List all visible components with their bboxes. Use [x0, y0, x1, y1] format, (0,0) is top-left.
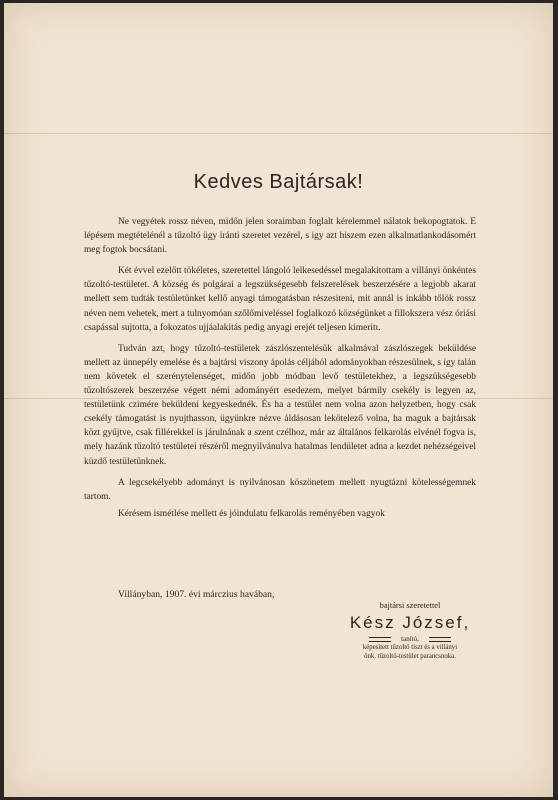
signature-title-line: képesitett tűzoltó tiszt és a villányi: [362, 644, 458, 651]
signature-name: Kész József,: [349, 613, 471, 632]
dateline: Villányban, 1907. évi márczius havában,: [118, 589, 275, 600]
signature-role-row: [324, 635, 496, 643]
letter-sheet: [4, 3, 553, 797]
signature-block: [324, 601, 496, 661]
paper-fold: [4, 133, 553, 134]
paragraph: Két évvel ezelőtt tökéletes, szeretettel lángoló lelkesedéssel megalakitottam a villányi önkéntes tűzoltó-testületet. A község és polgárai a legszükségesebb felszerelések beszerzésére a legjobb akarat mellett sem tudták testületünket kellő anyagi támogatásban részesiteni, mit annál is inkább tőlök rossz néven nem vehetek, mert a tulnyomóan szőlőmiveléssel foglalkozó községünket a fillokszera vész óriási csapással sujtotta, a fokozatos ujjáalakitás pedig anyagi erejét teljesen kimeritι.: [84, 266, 476, 333]
paragraph: Ne vegyétek rossz néven, midőn jelen soraimban foglalt kérelemmel nálatok bekopogtatok. E lépésem megtételénél a tűzoltó ügy iránti szeretet vezérel, s igy azt hiszem ezen alkalmatlankodásomért meg fogtok bocsátani.: [84, 217, 476, 256]
paragraph: Kérésem ismétlése mellett és jóindulatu felkarolás reményében vagyok: [118, 508, 385, 519]
double-rule-right: [429, 637, 451, 642]
signature-greeting: bajtársi szeretettel: [379, 601, 441, 610]
paragraph: A legcsekélyebb adományt is nyilvánosan köszönetem mellett nyugtázni kötelességemnek tartom.: [84, 477, 476, 502]
double-rule-left: [369, 637, 391, 642]
paragraph: Tudván azt, hogy tűzoltó-testületek zászlószentelésük alkalmával zászlószegek beküldése mellett az ünnepély emelése és a bajtársi viszony ápolás céljából adományokban részesülnek, s így talán nem követek el szerénytelenséget, midőn jobb módban levő testületekhez, a legszükségesebb tűzoltószerek beszerzése végett némi adományért esedezem, melyet bármily csekély is legyen az, testületünk czimére beküldeni kegyeskednék. És ha a testület nem volna azon helyzetben, hogy csak csekély támogatást is nyujthasson, ügyünkre nézve áldásosan lekötelező volna, ha maguk a bajtársak közt gyűjtve, csak fillérekkel is járulnának a szent czélhoz, már az általános felkarolás elvénél fogva is, mely hazánk tűzoltó testületei részéről megnyilvánulva hatalmas lendületet adna a kezdet nehézségeivel küzdő testületünknek.: [84, 343, 476, 467]
signature-role: tanító,: [401, 635, 419, 643]
letter-heading: Kedves Bajtársak!: [193, 171, 364, 193]
signature-title-line: önk. tűzoltó-testület parancsnoka.: [364, 653, 456, 660]
letter-body: [84, 215, 476, 528]
